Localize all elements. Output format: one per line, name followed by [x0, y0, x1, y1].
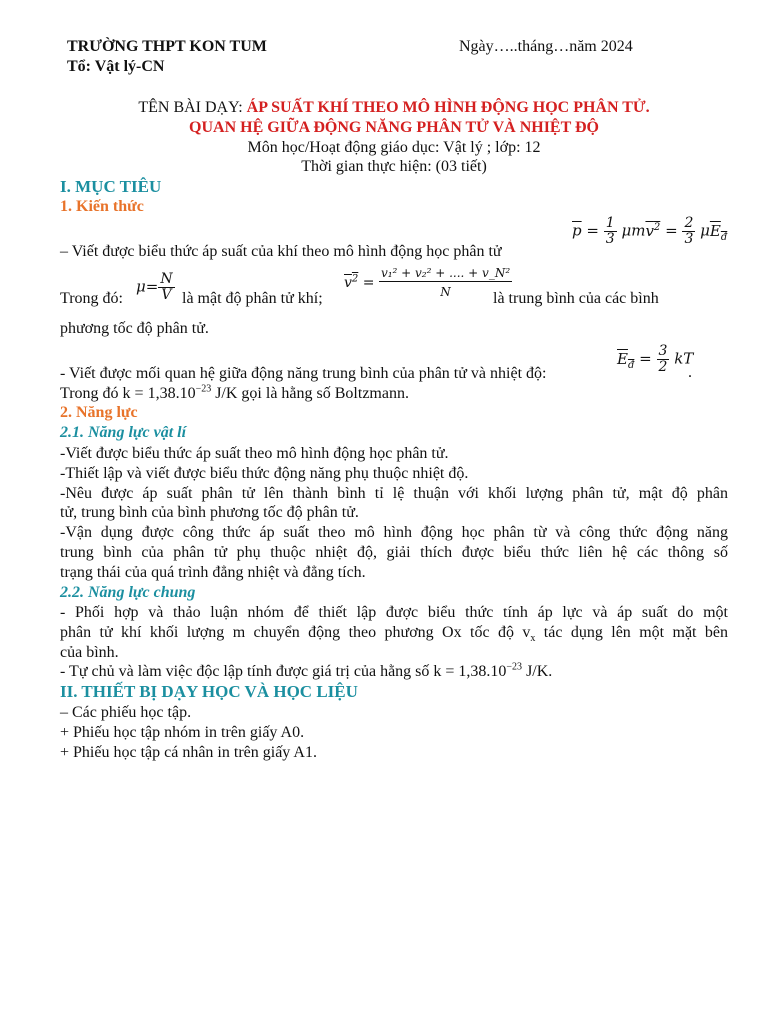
lesson-title-main: ÁP SUẤT KHÍ THEO MÔ HÌNH ĐỘNG HỌC PHÂN TỬ. — [246, 99, 650, 116]
formula-p: $\overline{p}$ — [572, 221, 582, 240]
frac-num: N — [160, 271, 173, 287]
boltzmann-text-b: J/K gọi là hằng số Boltzmann. — [211, 385, 409, 402]
frac-den: 3 — [605, 231, 615, 247]
formula-mean-square — [344, 266, 512, 300]
competence-item-4b: trung bình của phân tử phụ thuộc nhiệt độ, giải thích được biểu thức liên hệ các thông số — [60, 544, 728, 561]
equipment-item-3: + Phiếu học tập cá nhân in trên giấy A1. — [60, 744, 317, 761]
lesson-title-line2: QUAN HỆ GIỮA ĐỘNG NĂNG PHÂN TỬ VÀ NHIỆT ĐỘ — [189, 119, 599, 136]
formula-mu: μ — [136, 277, 146, 296]
formula-E: E — [617, 349, 628, 368]
duration-line: Thời gian thực hiện: (03 tiết) — [301, 158, 487, 175]
frac-num: v₁² + v₂² + .... + v_N² — [380, 266, 511, 280]
general-item-1c: của bình. — [60, 644, 119, 661]
formula-eq: = — [145, 277, 159, 296]
date-line: Ngày…..tháng…năm 2024 — [459, 38, 633, 55]
general-item-1b-b: tác dụng lên một mặt bên — [535, 624, 728, 641]
frac-den: N — [440, 285, 451, 299]
competence-item-3b: tử, trung bình của bình phương tốc độ phân tử. — [60, 504, 359, 521]
frac-num: 1 — [605, 215, 615, 231]
knowledge-item-2-text: - Viết được mối quan hệ giữa động năng trung bình của phân tử và nhiệt độ: — [60, 365, 547, 382]
boltzmann-line — [60, 384, 728, 404]
boltzmann-exp: −23 — [195, 383, 212, 395]
general-item-1a: - Phối hợp và thảo luận nhóm để thiết lập được biểu thức tính áp lực và áp suất do một — [60, 604, 728, 621]
formula-eq: = — [362, 275, 375, 291]
frac-num: 2 — [684, 215, 694, 231]
general-item-1b-sub: x — [530, 633, 536, 645]
frac-den: 2 — [658, 359, 668, 375]
competence-item-2: -Thiết lập và viết được biểu thức động năng phụ thuộc nhiệt độ. — [60, 465, 469, 482]
where-label: Trong đó: — [60, 290, 123, 307]
formula-mean-energy — [709, 221, 728, 243]
formula-energy — [617, 344, 693, 375]
subheading-general-competence: 2.2. Năng lực chung — [60, 584, 196, 601]
section-heading-objectives: I. MỤC TIÊU — [60, 177, 162, 196]
formula-E: E — [709, 221, 721, 240]
formula-mean-energy — [617, 349, 635, 371]
fraction-n-over-v — [158, 272, 174, 303]
frac-den: 3 — [684, 231, 694, 247]
knowledge-item-1: – Viết được biểu thức áp suất của khí theo mô hình động học phân tử — [60, 243, 502, 260]
formula-eq: = — [639, 349, 652, 368]
frac-den: V — [161, 287, 172, 303]
section-heading-equipment: II. THIẾT BỊ DẠY HỌC VÀ HỌC LIỆU — [60, 682, 358, 701]
where-mid-text: là mật độ phân tử khí; — [182, 290, 323, 307]
general-item-1b-a: phân tử khí khối lượng m chuyển động theo phương Ox tốc độ v — [60, 624, 531, 641]
where-continuation: phương tốc độ phân tử. — [60, 320, 209, 337]
formula-v: v — [344, 275, 352, 291]
department: Tổ: Vật lý-CN — [67, 58, 165, 75]
competence-item-4c: trạng thái của quá trình đẳng nhiệt và đẳng tích. — [60, 564, 366, 581]
lesson-title-line1 — [60, 98, 728, 118]
subject-line: Môn học/Hoạt động giáo dục: Vật lý ; lớp: 12 — [247, 139, 541, 156]
equipment-item-2: + Phiếu học tập nhóm in trên giấy A0. — [60, 724, 305, 741]
competence-item-4a: -Vận dụng được công thức áp suất theo mô hình động học phân từ và công thức động năng — [60, 524, 728, 541]
general-item-2-b: J/K. — [522, 663, 553, 680]
formula-E-sub: đ — [627, 359, 635, 371]
where-end-text: là trung bình của các bình — [493, 290, 659, 307]
equipment-item-1: – Các phiếu học tập. — [60, 704, 192, 721]
formula-mu: μ — [700, 221, 710, 240]
formula-eq2: = — [665, 221, 678, 240]
item2-period: . — [688, 364, 692, 381]
formula-v: v — [645, 221, 654, 240]
general-item-2-a: - Tự chủ và làm việc độc lập tính được giá trị của hằng số k = 1,38.10 — [60, 663, 507, 680]
general-item-2 — [60, 662, 728, 682]
formula-exp: 2 — [653, 221, 661, 233]
subheading-physics-competence: 2.1. Năng lực vật lí — [60, 424, 187, 441]
formula-exp: 2 — [351, 273, 359, 285]
lesson-title-prefix: TÊN BÀI DẠY: — [138, 99, 247, 116]
fraction-three-halves — [657, 344, 670, 375]
formula-kT: kT — [674, 349, 694, 368]
subheading-knowledge: 1. Kiến thức — [60, 198, 144, 215]
formula-v-squared — [645, 222, 660, 240]
general-item-1b — [60, 623, 728, 643]
general-item-2-exp: −23 — [506, 661, 523, 673]
formula-E-sub: đ — [720, 231, 728, 243]
school-name: TRƯỜNG THPT KON TUM — [67, 38, 267, 55]
frac-num: 3 — [658, 343, 668, 359]
formula-eq: = — [586, 221, 599, 240]
formula-v-bar — [344, 275, 358, 291]
subheading-competence: 2. Năng lực — [60, 404, 138, 421]
formula-mu-m: μm — [621, 221, 646, 240]
competence-item-1: -Viết được biểu thức áp suất theo mô hình động học phân tử. — [60, 445, 449, 462]
competence-item-3a: -Nêu được áp suất phân tử lên thành bình tỉ lệ thuận với khối lượng phân tử, mật độ phân — [60, 485, 728, 502]
boltzmann-text-a: Trong đó k = 1,38.10 — [60, 385, 196, 402]
formula-density — [136, 272, 175, 303]
